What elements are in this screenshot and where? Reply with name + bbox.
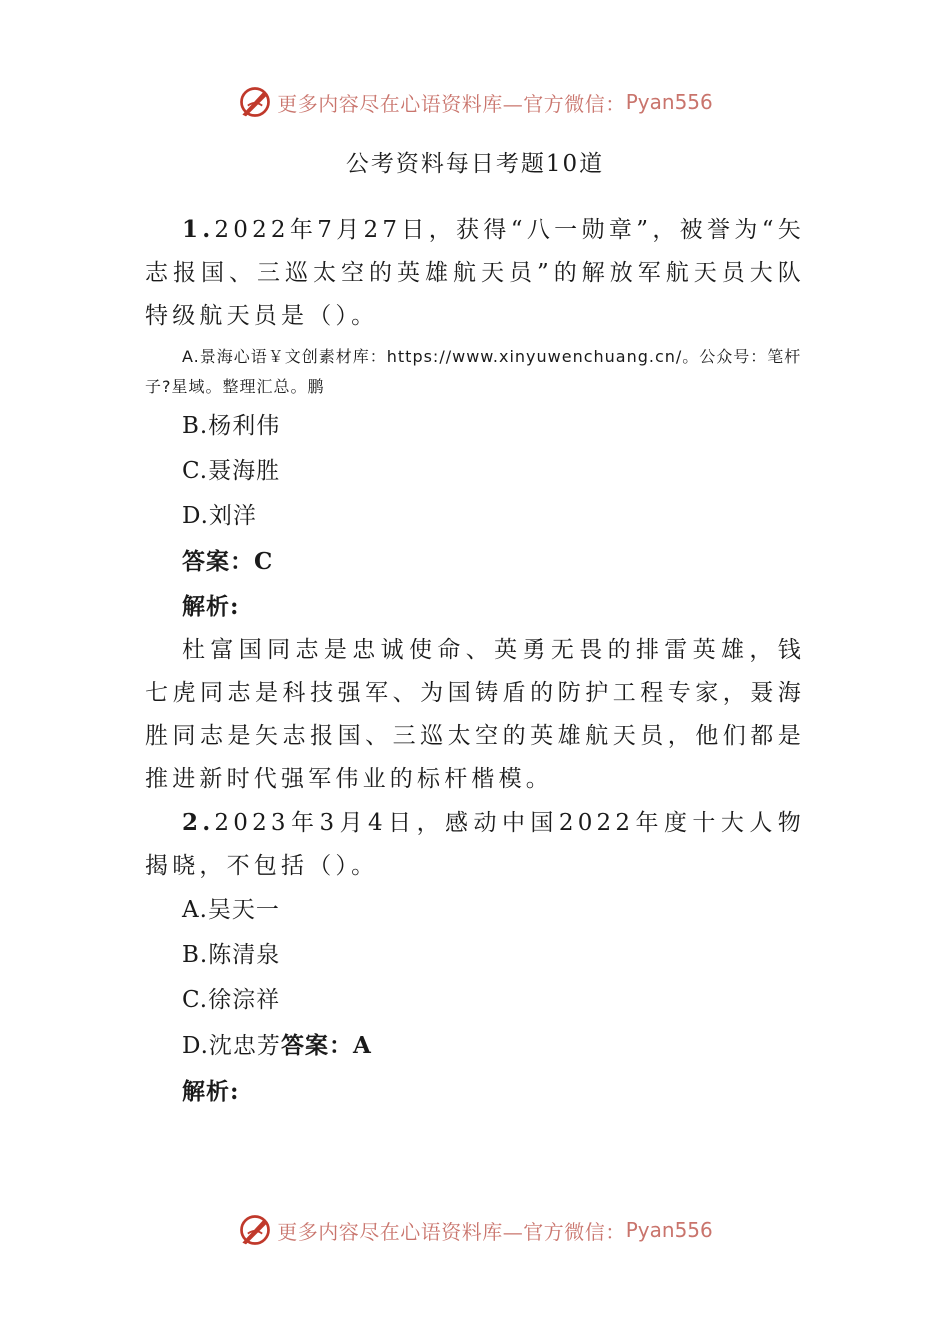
question-1-answer: 答案：C	[182, 548, 274, 575]
pen-logo-icon	[237, 84, 273, 120]
footer-banner	[0, 1210, 950, 1250]
question-1-number: 1.	[182, 216, 215, 243]
question-2-number: 2.	[182, 809, 215, 836]
question-2-option-b: B.陈清泉	[182, 942, 281, 968]
question-2-option-a: A.吴天一	[182, 897, 280, 923]
question-2-option-d: D.沈忠芳	[182, 1033, 281, 1059]
question-1-option-b: B.杨利伟	[182, 413, 281, 439]
question-1-option-c: C.聂海胜	[182, 458, 281, 484]
banner-text: 更多内容尽在心语资料库—官方微信：	[277, 91, 626, 116]
question-2-text: 2023年3月4日，感动中国2022年度十大人物揭晓，不包括（）。	[145, 810, 805, 879]
question-1-text: 2022年7月27日，获得“八一勋章”，被誉为“矢志报国、三巡太空的英雄航天员”的解放军航天员大队特级航天员是（）。	[145, 217, 805, 329]
footer-banner-text: 更多内容尽在心语资料库—官方微信：	[277, 1219, 626, 1244]
question-1-analysis: 杜富国同志是忠诚使命、英勇无畏的排雷英雄，钱七虎同志是科技强军、为国铸盾的防护工程专家，聂海胜同志是矢志报国、三巡太空的英雄航天员，他们都是推进新时代强军伟业的标杆楷模。	[145, 637, 805, 792]
question-1-option-d: D.刘洋	[182, 503, 257, 529]
question-1-option-a: A.景海心语￥文创素材库：https://www.xinyuwenchuang.cn/。公众号：笔杆子?星域。整理汇总。鹏	[145, 347, 802, 396]
document-body	[145, 208, 805, 1114]
question-2-answer: 答案：A	[280, 1032, 372, 1059]
question-2-analysis-label: 解析:	[182, 1078, 240, 1105]
banner-wechat-id: Pyan556	[625, 90, 713, 114]
question-1-stem	[145, 208, 805, 338]
header-banner	[0, 82, 950, 122]
question-2-option-c: C.徐淙祥	[182, 987, 281, 1013]
question-2-stem	[145, 801, 805, 888]
footer-banner-wechat-id: Pyan556	[625, 1218, 713, 1242]
question-2-option-d-line	[145, 1023, 805, 1069]
pen-logo-icon	[237, 1212, 273, 1248]
question-1-analysis-label: 解析:	[182, 593, 240, 620]
page-title: 公考资料每日考题10道	[345, 151, 605, 177]
